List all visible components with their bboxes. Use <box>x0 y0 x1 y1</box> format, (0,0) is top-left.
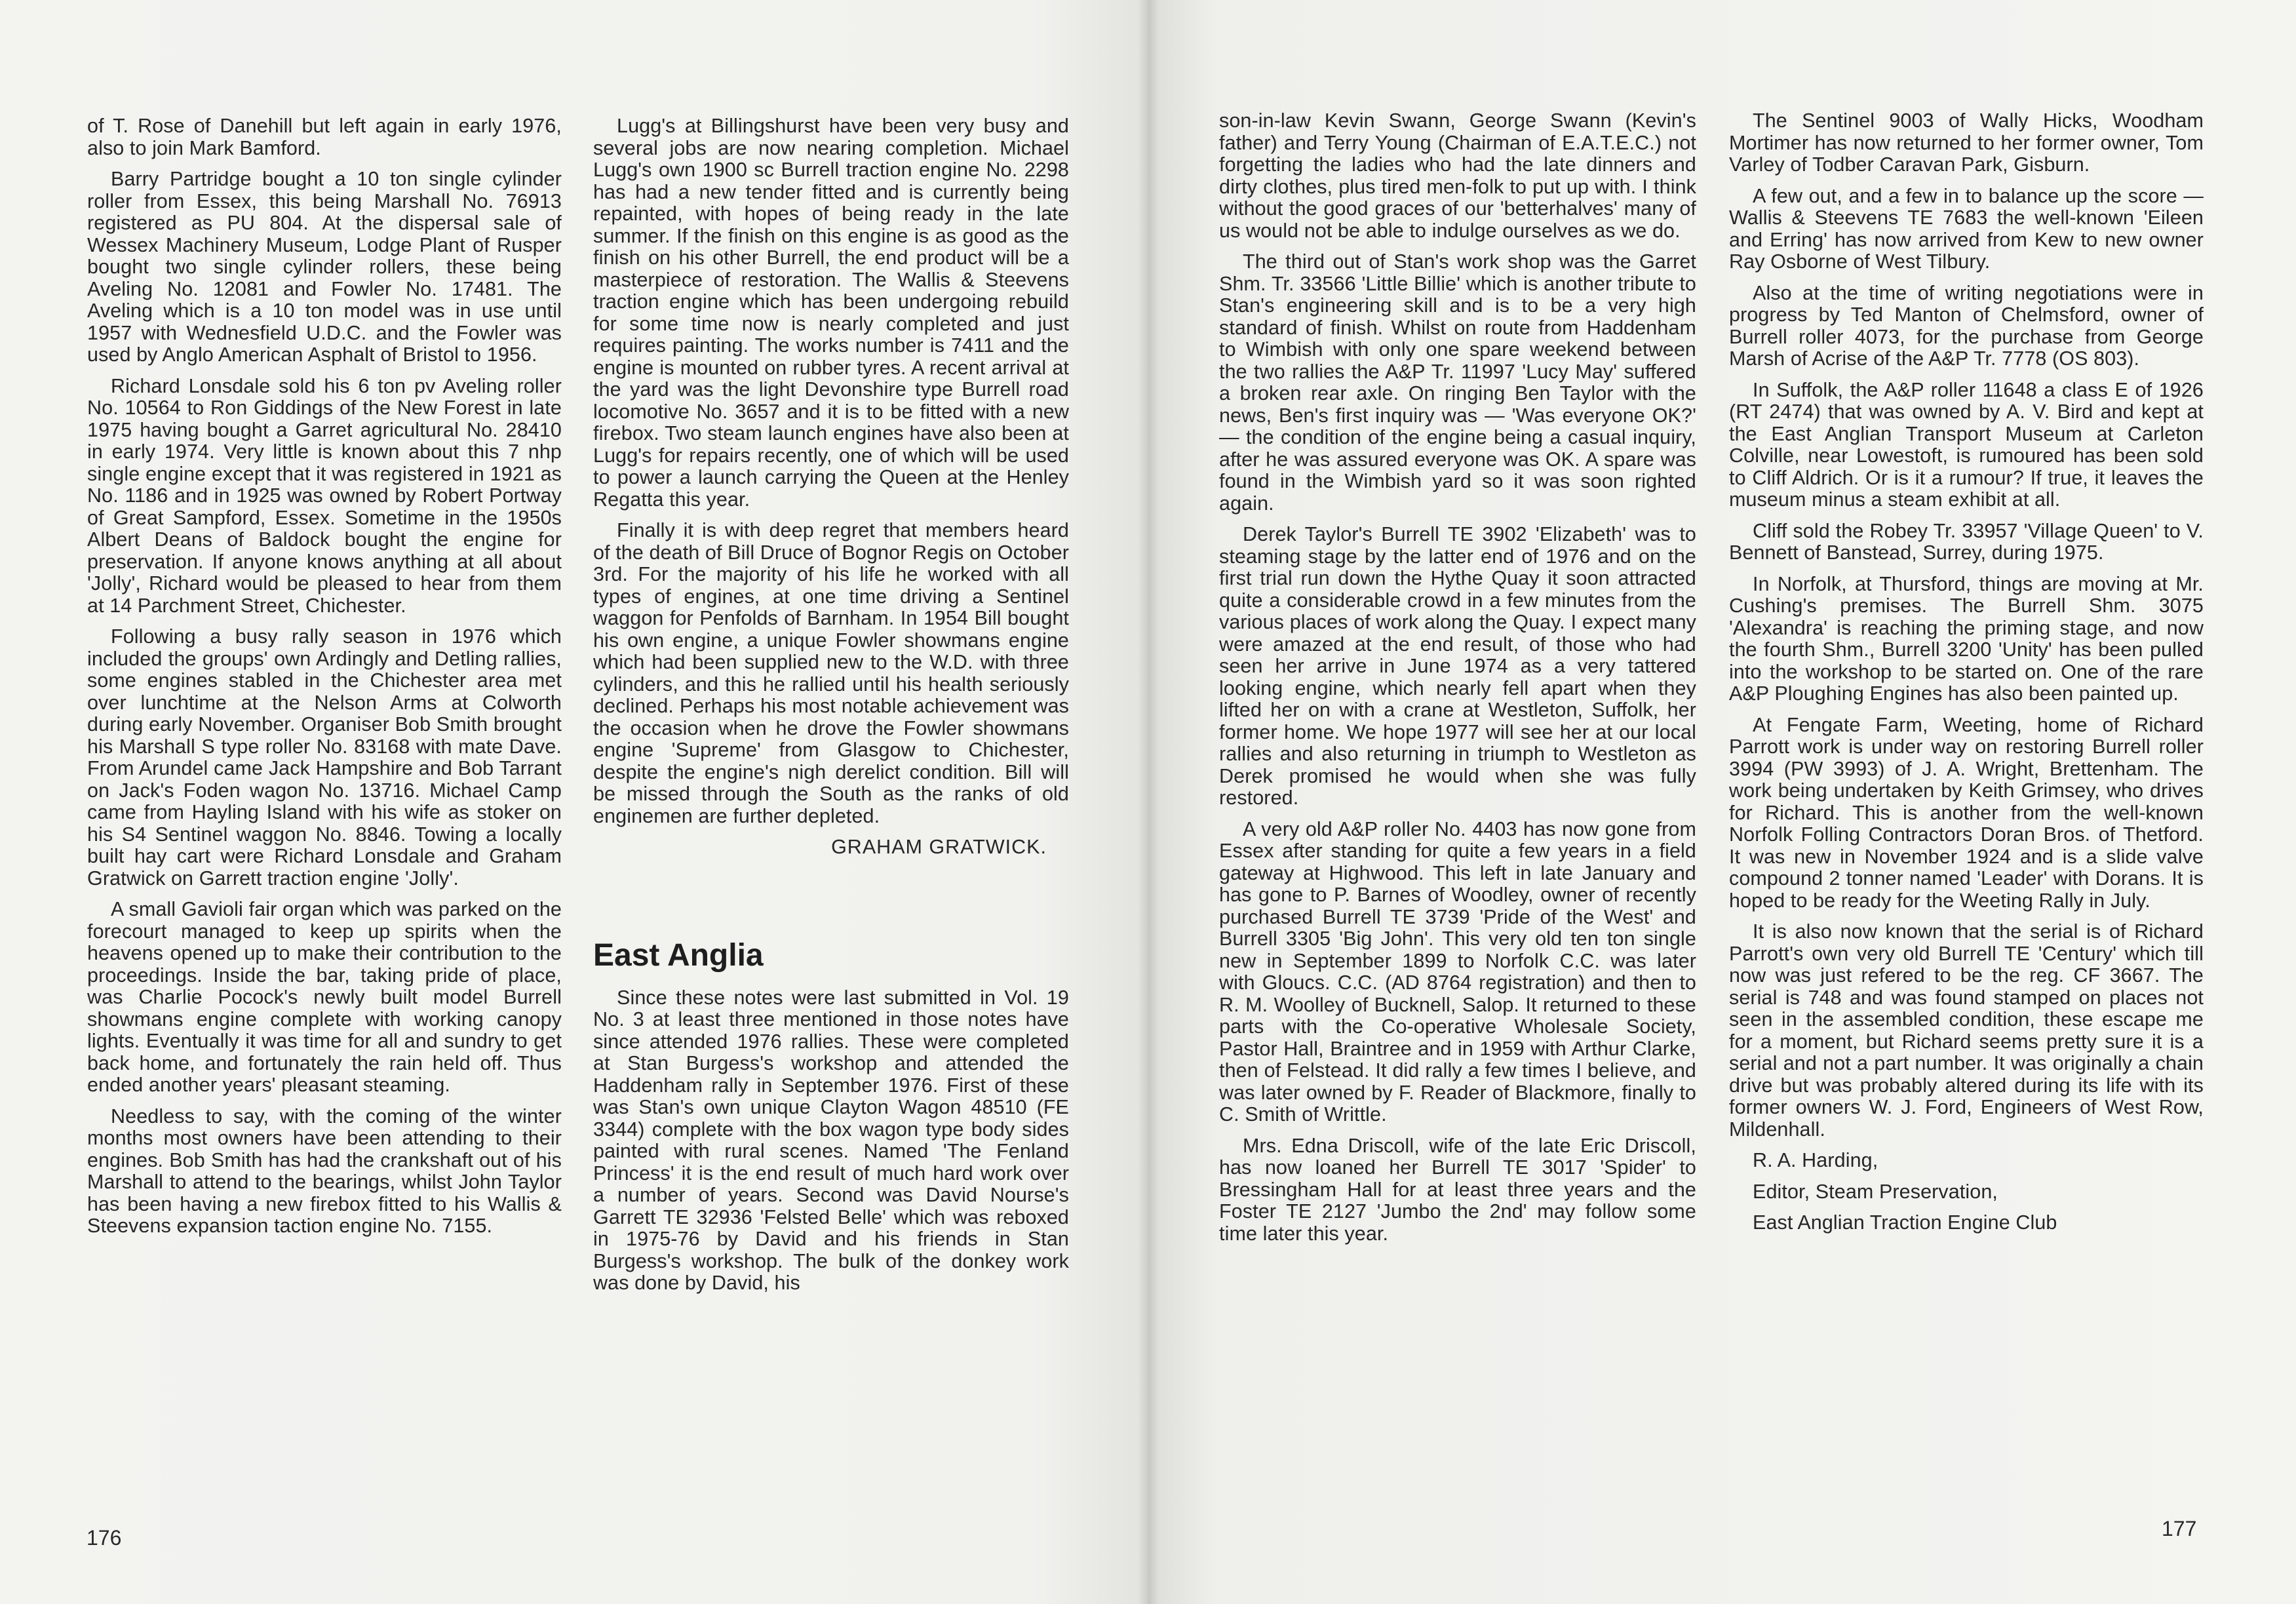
paragraph: Derek Taylor's Burrell TE 3902 'Elizabeth' was to steaming stage by the latter end of 1976 and on the first trial run down the Hythe Quay it soon attracted quite a considerable crowd in a few minutes from the various places of work along the Quay. I expect many were amazed at the end result, of those who had seen her arrive in June 1974 as a very tattered looking engine, which nearly fell apart when they lifted her on with a crane at Westleton, Suffolk, her former home. We hope 1977 will see her at our local rallies and also returning in triumph to Westleton as Derek promised he would when she was fully restored. <box>1219 523 1696 809</box>
paragraph: A few out, and a few in to balance up the score — Wallis & Steevens TE 7683 the well-known 'Eileen and Erring' has now arrived from Kew to new owner Ray Osborne of West Tilbury. <box>1729 184 2204 273</box>
paragraph: Following a busy rally season in 1976 which included the groups' own Ardingly and Detling rallies, some engines stabled in the Chichester area met over lunchtime at the Nelson Arms at Colworth during early November. Organiser Bob Smith brought his Marshall S type roller No. 83168 with mate Dave. From Arundel came Jack Hampshire and Bob Tarrant on Jack's Foden wagon No. 13716. Michael Camp came from Hayling Island with his wife as stoker on his S4 Sentinel waggon No. 8846. Towing a locally built hay cart were Richard Lonsdale and Graham Gratwick on Garrett traction engine 'Jolly'. <box>87 625 562 890</box>
signoff-club: East Anglian Traction Engine Club <box>1753 1211 2057 1234</box>
right-page-column-2 <box>1729 110 2204 1506</box>
paragraph: Mrs. Edna Driscoll, wife of the late Eric Driscoll, has now loaned her Burrell TE 3017 'Spider' to Bressingham Hall for at least three years and the Foster TE 2127 'Jumbo the 2nd' may follow some time later this year. <box>1219 1134 1696 1245</box>
author-signature: GRAHAM GRATWICK. <box>831 836 1047 858</box>
paragraph: Since these notes were last submitted in Vol. 19 No. 3 at least three mentioned in those notes have since attended 1976 rallies. These were completed at Stan Burgess's workshop and attended the Haddenham rally in September 1976. First of these was Stan's own unique Clayton Wagon 48510 (FE 3344) complete with the box wagon type body sides painted with rural scenes. Named 'The Fenland Princess' it is the end result of much hard work over a number of years. Second was David Nourse's Garrett TE 32936 'Felsted Belle' which was reboxed in 1975-76 by David and his friends in Stan Burgess's workshop. The bulk of the donkey work was done by David, his <box>593 986 1069 1294</box>
paragraph: At Fengate Farm, Weeting, home of Richard Parrott work is under way on restoring Burrell roller 3994 (PW 3993) of J. A. Wright, Brettenham. The work being undertaken by Keith Grimsey, who drives for Richard. This is another from the well-known Norfolk Folling Contractors Doran Bros. of Thetford. It was new in November 1924 and is a slide valve compound 2 tonner named 'Leader' with Dorans. It is hoped to be ready for the Weeting Rally in July. <box>1729 713 2204 912</box>
paragraph: In Norfolk, at Thursford, things are moving at Mr. Cushing's premises. The Burrell Shm. 3075 'Alexandra' is reaching the priming stage, and now the fourth Shm., Burrell 3200 'Unity' has been pulled into the workshop to be started on. One of the rare A&P Ploughing Engines has also been painted up. <box>1729 572 2204 705</box>
page-number: 176 <box>87 1526 122 1550</box>
book-gutter <box>1138 0 1159 1604</box>
signoff-title: Editor, Steam Preservation, <box>1753 1180 1998 1203</box>
section-heading: East Anglia <box>593 937 764 973</box>
paragraph: Finally it is with deep regret that members heard of the death of Bill Druce of Bognor Regis on October 3rd. For the majority of his life he worked with all types of engines, at one time driving a Sentinel waggon for Penfolds of Barnham. In 1954 Bill bought his own engine, a unique Fowler showmans engine which had been supplied new to the W.D. with three cylinders, and this he rallied until his health seriously declined. Perhaps his most notable achievement was the occasion when he drove the Fowler showmans engine 'Supreme' from Glasgow to Chichester, despite the engine's nigh derelict condition. Bill will be missed through the South as the ranks of old enginemen are further depleted. <box>593 519 1069 827</box>
paragraph: The third out of Stan's work shop was the Garret Shm. Tr. 33566 'Little Billie' which is another tribute to Stan's engineering skill and is to be a very high standard of finish. Whilst on route from Haddenham to Wimbish with only one spare weekend between the two rallies the A&P Tr. 11997 'Lucy May' suffered a broken rear axle. On ringing Ben Taylor with the news, Ben's first inquiry was — 'Was everyone OK?' — the condition of the engine being a casual inquiry, after he was assured everyone was OK. A spare was found in the Wimbish yard so it was soon righted again. <box>1219 250 1696 515</box>
paragraph: son-in-law Kevin Swann, George Swann (Kevin's father) and Terry Young (Chairman of E.A.T.E.C.) not forgetting the ladies who had the late dinners and dirty clothes, plus tired men-folk to put up with. I think without the good graces of our 'betterhalves' many of us would not be able to indulge ourselves as we do. <box>1219 110 1696 242</box>
paragraph: In Suffolk, the A&P roller 11648 a class E of 1926 (RT 2474) that was owned by A. V. Bird and kept at the East Anglian Transport Museum at Carleton Colville, near Lowestoft, is rumoured has been sold to Cliff Aldrich. Or is it a rumour? If true, it leaves the museum minus a steam exhibit at all. <box>1729 378 2204 511</box>
signoff-name: R. A. Harding, <box>1753 1149 1878 1171</box>
paragraph: Richard Lonsdale sold his 6 ton pv Aveling roller No. 10564 to Ron Giddings of the New Forest in late 1975 having bought a Garret agricultural No. 28410 in early 1974. Very little is known about this 7 nhp single engine except that it was registered in 1921 as No. 1186 and in 1925 was owned by Robert Portway of Great Sampford, Essex. Sometime in the 1950s Albert Deans of Baldock bought the engine for preservation. If anyone knows anything at all about 'Jolly', Richard would be pleased to hear from them at 14 Parchment Street, Chichester. <box>87 374 562 617</box>
paragraph: Also at the time of writing negotiations were in progress by Ted Manton of Chelmsford, owner of Burrell roller 4073, for the purchase from George Marsh of Acrise of the A&P Tr. 7778 (OS 803). <box>1729 281 2204 370</box>
paragraph: A small Gavioli fair organ which was parked on the forecourt managed to keep up spirits when the heavens opened up to make their contribution to the proceedings. Inside the bar, taking pride of place, was Charlie Pocock's newly built model Burrell showmans engine complete with working canopy lights. Eventually it was time for all and sundry to get back home, and fortunately the rain held off. Thus ended another years' pleasant steaming. <box>87 898 562 1096</box>
paragraph: Lugg's at Billingshurst have been very busy and several jobs are now nearing completion. Michael Lugg's own 1900 sc Burrell traction engine No. 2298 has had a new tender fitted and is currently being repainted, with hopes of being ready in the late summer. If the finish on this engine is as good as the finish on his other Burrell, the end product will be a masterpiece of restoration. The Wallis & Steevens traction engine which has been undergoing rebuild for some time now is nearly completed and just requires painting. The works number is 7411 and the engine is mounted on rubber tyres. A recent arrival at the yard was the light Devonshire type Burrell road locomotive No. 3657 and it is to be fitted with a new firebox. Two steam launch engines have also been at Lugg's for repairs recently, one of which will be used to power a launch carrying the Queen at the Henley Regatta this year. <box>593 115 1069 511</box>
editor-signoff <box>1729 1150 2204 1234</box>
right-page <box>1148 0 2296 1604</box>
paragraph: of T. Rose of Danehill but left again in early 1976, also to join Mark Bamford. <box>87 115 562 159</box>
paragraph: Needless to say, with the coming of the winter months most owners have been attending to their engines. Bob Smith has had the crankshaft out of his Marshall to attend to the bearings, whilst John Taylor has been having a new firebox fitted to his Wallis & Steevens expansion taction engine No. 7155. <box>87 1105 562 1237</box>
paragraph: Barry Partridge bought a 10 ton single cylinder roller from Essex, this being Marshall No. 76913 registered as PU 804. At the dispersal sale of Wessex Machinery Museum, Lodge Plant of Rusper bought two single cylinder rollers, these being Aveling No. 12081 and Fowler No. 17481. The Aveling which is a 10 ton model was in use until 1957 with Wednesfield U.D.C. and the Fowler was used by Anglo American Asphalt of Bristol to 1956. <box>87 168 562 366</box>
left-page-column-1 <box>87 115 562 1512</box>
right-page-column-1 <box>1219 110 1696 1506</box>
paragraph: A very old A&P roller No. 4403 has now gone from Essex after standing for quite a few years in a field gateway at Highwood. This left in late January and has gone to P. Barnes of Woodley, owner of recently purchased Burrell TE 3739 'Pride of the West' and Burrell 3305 'Big John'. This very old ten ton single new in September 1899 to Norfolk C.C. was later with Gloucs. C.C. (AD 8764 registration) and then to R. M. Woolley of Bucknell, Salop. It returned to these parts with the Co-operative Wholesale Society, Pastor Hall, Braintree and in 1959 with Arthur Clarke, then of Felstead. It did rally a few times I believe, and was later owned by F. Reader of Blackmore, finally to C. Smith of Writtle. <box>1219 817 1696 1125</box>
paragraph: Cliff sold the Robey Tr. 33957 'Village Queen' to V. Bennett of Banstead, Surrey, during 1975. <box>1729 519 2204 564</box>
page-number: 177 <box>2162 1517 2197 1540</box>
paragraph: It is also now known that the serial is of Richard Parrott's own very old Burrell TE 'Century' which till now was just refered to be the reg. CF 3667. The serial is 748 and was found stamped on places not seen in the assembled condition, these escape me for a moment, but Richard seems pretty sure it is a serial and not a part number. It was originally a chain drive but was probably altered during its life with its former owners W. J. Ford, Engineers of West Row, Mildenhall. <box>1729 920 2204 1141</box>
left-page-column-2 <box>593 115 1069 1512</box>
paragraph: The Sentinel 9003 of Wally Hicks, Woodham Mortimer has now returned to her former owner, Tom Varley of Todber Caravan Park, Gisburn. <box>1729 110 2204 176</box>
